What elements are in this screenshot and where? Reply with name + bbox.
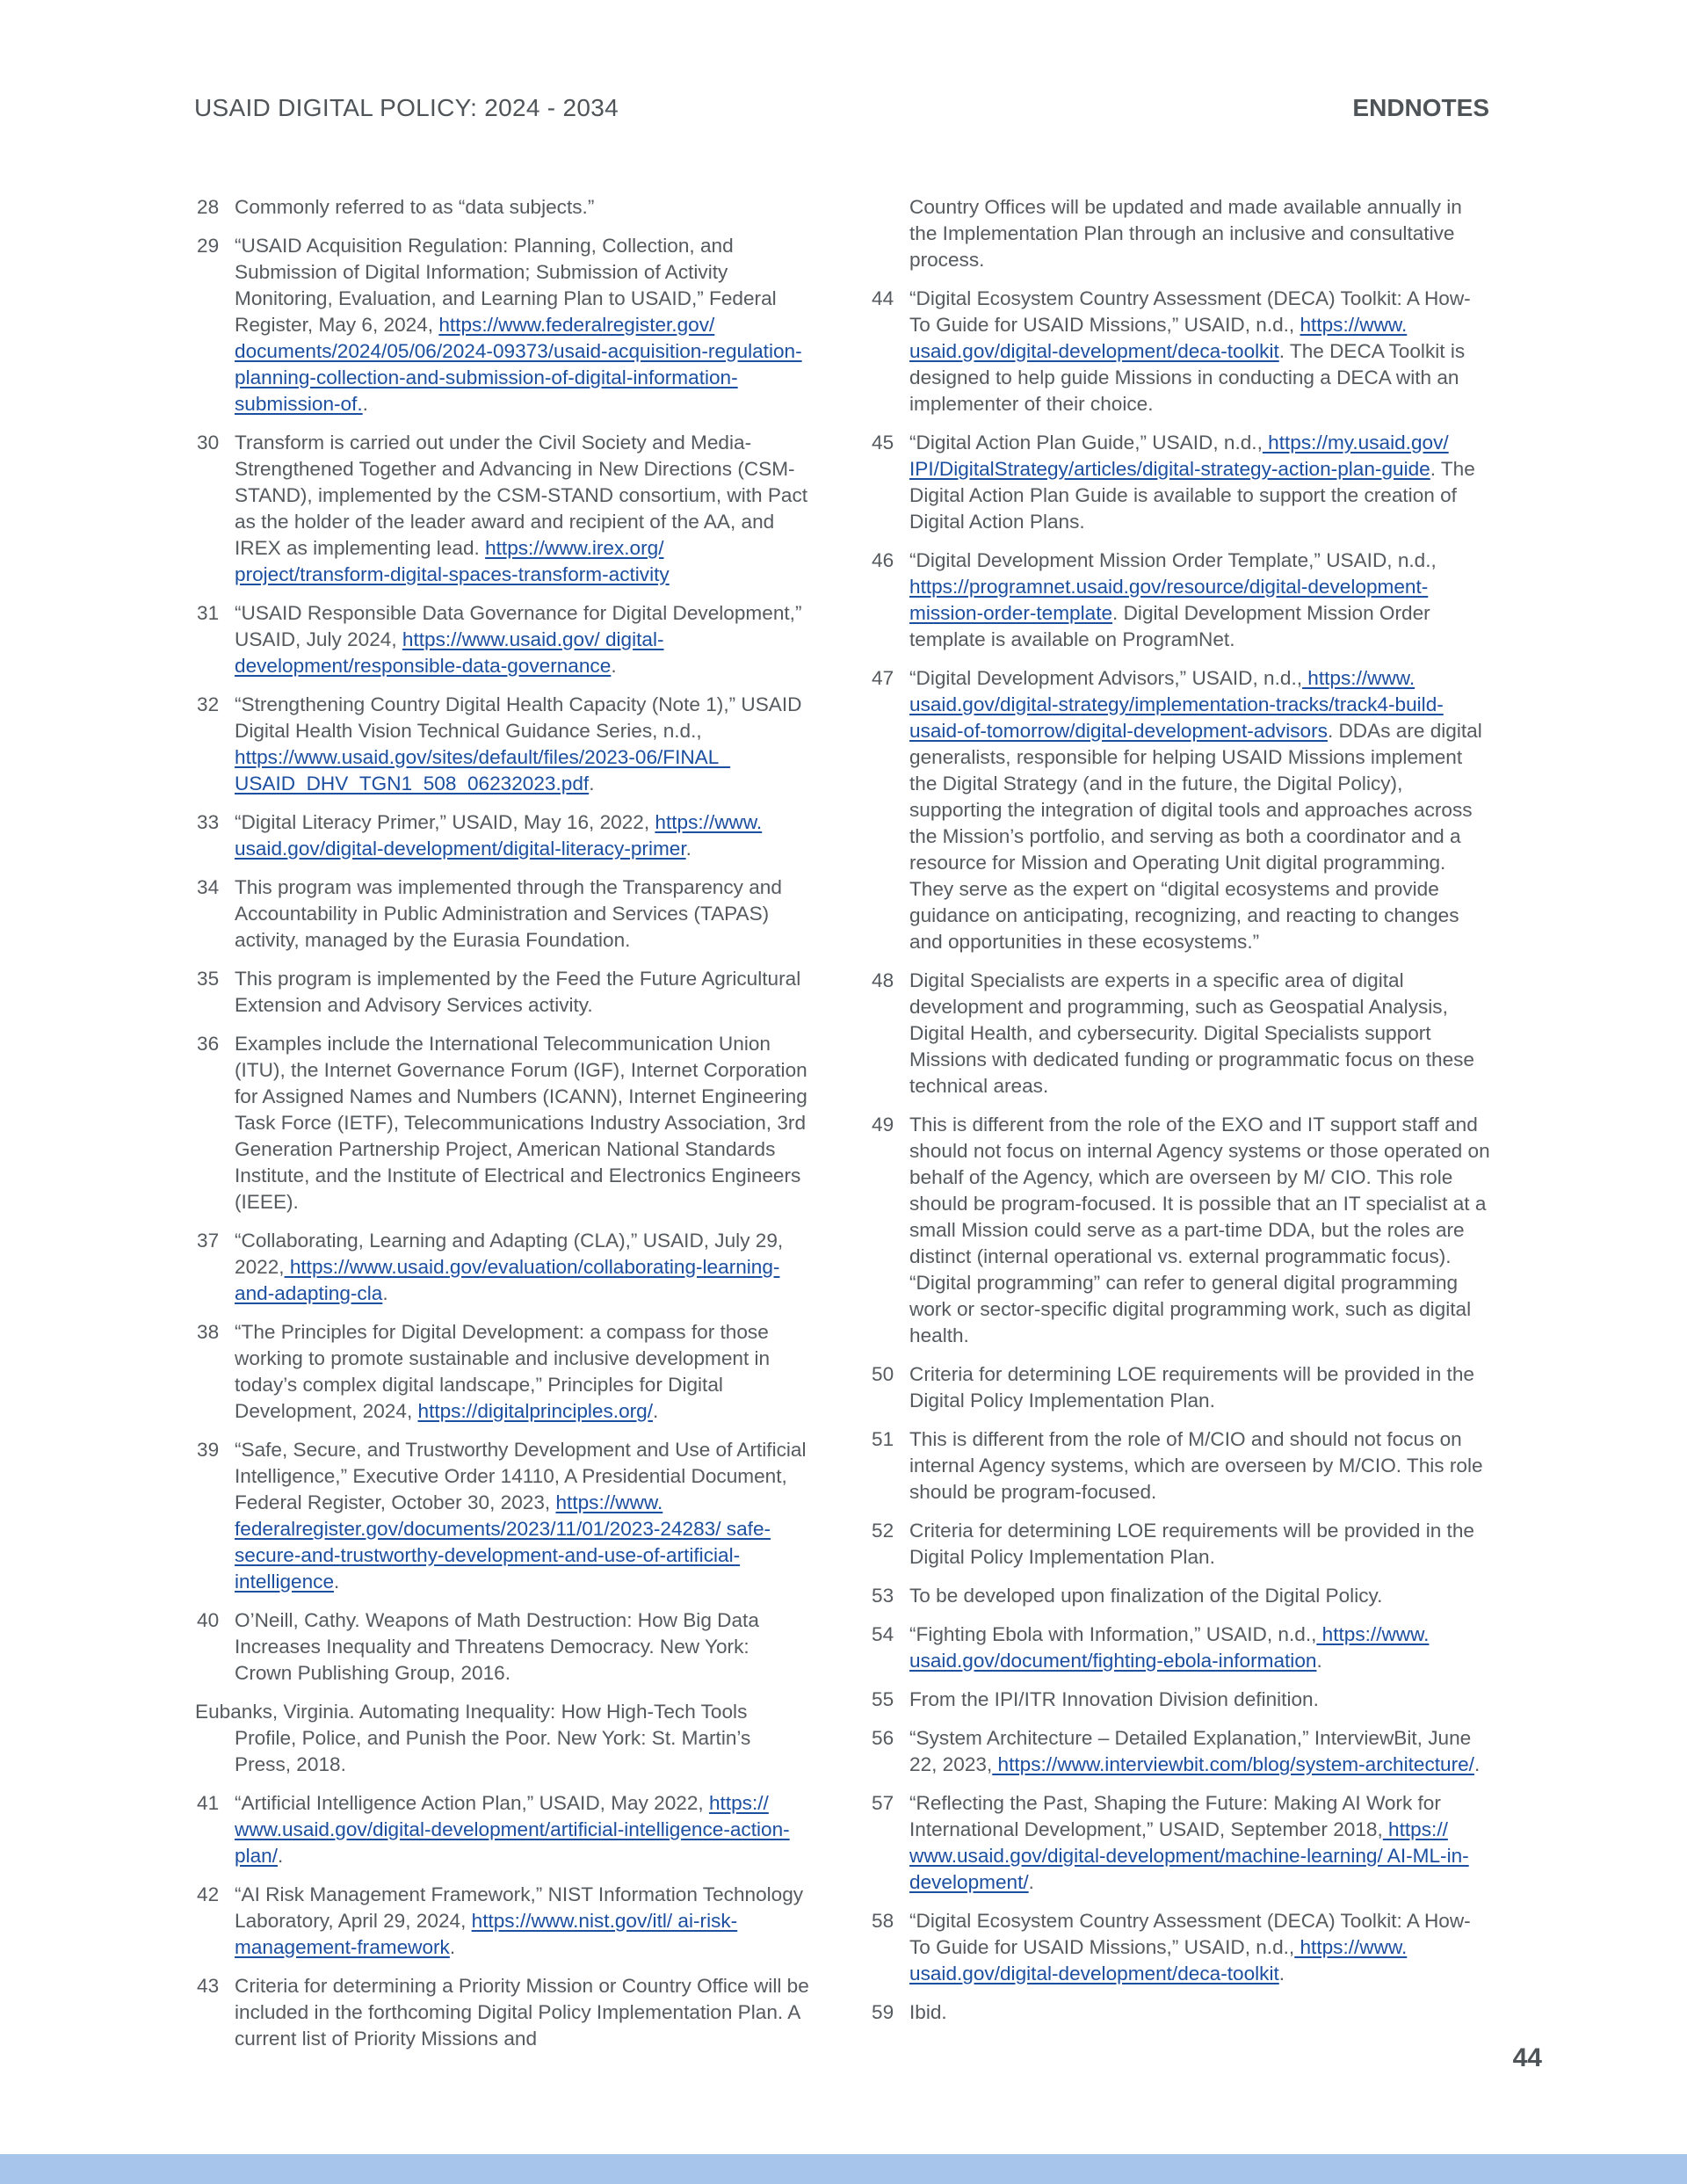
endnote-text: . <box>1028 1871 1034 1893</box>
endnote-number: 55 <box>872 1688 894 1710</box>
endnote-number: 59 <box>872 2001 894 2023</box>
endnote-text: . <box>1316 1650 1322 1672</box>
endnote-link[interactable]: https://www. usaid.gov/digital-development/deca-toolkit <box>909 1936 1408 1984</box>
document-title: USAID DIGITAL POLICY: 2024 - 2034 <box>194 94 619 121</box>
endnote <box>870 968 1490 1099</box>
endnote <box>870 1999 1490 2026</box>
endnote-text: This program was implemented through the Transparency and Accountability in Public Administration and Services (TAPAS) activity, managed by the Eurasia Foundation. <box>235 876 782 951</box>
endnote-text: . <box>334 1571 340 1593</box>
endnotes-right-column <box>870 194 1490 2038</box>
endnote <box>195 1031 810 1215</box>
endnote-text: . <box>611 655 617 677</box>
endnote-number: 37 <box>197 1230 220 1252</box>
endnote-text: Criteria for determining a Priority Mission or Country Office will be included in the forthcoming Digital Policy Implementation Plan. A current list of Priority Missions and <box>235 1975 809 2050</box>
endnote-number: 30 <box>197 432 220 453</box>
endnote-text: “Collaborating, Learning and Adapting (CLA),” USAID, July 29, 2022, <box>235 1230 784 1278</box>
endnote <box>870 1426 1490 1506</box>
endnote-text: . <box>1473 1753 1481 1775</box>
endnote-text: O’Neill, Cathy. Weapons of Math Destruction: How Big Data Increases Inequality and Threatens Democracy. New York: Crown Publishing Group, 2016. <box>235 1609 759 1684</box>
endnote-text: “Digital Ecosystem Country Assessment (DECA) Toolkit: A How-To Guide for USAID Missions,” USAID, n.d., <box>909 287 1471 336</box>
endnote-number: 56 <box>872 1727 894 1749</box>
endnote-text: “Fighting Ebola with Information,” USAID, n.d., <box>909 1623 1317 1645</box>
endnote-link[interactable]: https://www.interviewbit.com/blog/system-architecture/ <box>992 1753 1474 1775</box>
endnote-text: “Artificial Intelligence Action Plan,” USAID, May 2022, <box>235 1792 709 1814</box>
endnote-text: Criteria for determining LOE requirements will be provided in the Digital Policy Implementation Plan. <box>909 1363 1474 1411</box>
endnote-number: 48 <box>872 969 894 991</box>
endnote-text: This program is implemented by the Feed the Future Agricultural Extension and Advisory Services activity. <box>235 968 801 1016</box>
endnote-number: 49 <box>872 1114 894 1136</box>
endnote <box>870 1725 1490 1778</box>
endnote <box>870 1908 1490 1987</box>
endnote <box>195 1437 810 1595</box>
endnote-link[interactable]: https://www. usaid.gov/document/fighting-ebola-information <box>909 1623 1430 1672</box>
endnote-text: “Reflecting the Past, Shaping the Future: Making AI Work for International Development,” USAID, September 2018, <box>909 1792 1441 1840</box>
endnote <box>195 1319 810 1425</box>
endnote-number: 32 <box>197 693 220 715</box>
endnote-number: 45 <box>872 432 894 453</box>
endnote-number: 28 <box>197 196 220 218</box>
endnote-link[interactable]: https://www.usaid.gov/evaluation/collaborating-learning-and-adapting-cla <box>235 1256 780 1304</box>
endnote-text: . <box>1278 1963 1285 1984</box>
endnote <box>870 548 1490 653</box>
endnote-text: . <box>685 838 691 860</box>
endnote-text: “Digital Development Advisors,” USAID, n.d., <box>909 667 1303 689</box>
endnote-text: . Digital Development Mission Order template is available on ProgramNet. <box>909 602 1430 650</box>
endnote-link[interactable]: https://www. usaid.gov/digital-strategy/implementation-tracks/track4-build-usaid-of-tomorrow/digital-development-advisors <box>909 667 1444 742</box>
endnote-text: “USAID Responsible Data Governance for Digital Development,” USAID, July 2024, <box>235 602 802 650</box>
endnote-link[interactable]: https://www.federalregister.gov/ documents/2024/05/06/2024-09373/usaid-acquisition-regulation-planning-collection-and-submission-of-digital-information-submission-of. <box>235 314 802 415</box>
endnote <box>195 1973 810 2052</box>
endnote <box>195 600 810 679</box>
endnote <box>870 665 1490 955</box>
endnote-text: . DDAs are digital generalists, responsible for helping USAID Missions implement the Digital Strategy (and in the future, the Digital Policy), supporting the integration of digital tools and approaches across the Mission’s portfolio, and serving as both a coordinator and a resource for Mission and Operating Unit digital programming. They serve as the expert on “digital ecosystems and provide guidance on anticipating, recognizing, and reacting to changes and opportunities in these ecosystems.” <box>909 720 1482 953</box>
endnote-text: “Digital Development Mission Order Template,” USAID, n.d., <box>909 549 1437 571</box>
endnote-text: “Safe, Secure, and Trustworthy Development and Use of Artificial Intelligence,” Executive Order 14110, A Presidential Document, Federal Register, October 30, 2023, <box>235 1439 807 1513</box>
endnote <box>870 1790 1490 1896</box>
endnote-text: . <box>278 1845 284 1867</box>
endnote <box>870 1518 1490 1571</box>
endnote-text: Examples include the International Telecommunication Union (ITU), the Internet Governance Forum (IGF), Internet Corporation for Assigned Names and Numbers (ICANN), Internet Engineering Task Force (IETF), Telecommunications Industry Association, 3rd Generation Partnership Project, American National Standards Institute, and the Institute of Electrical and Electronics Engineers (IEEE). <box>235 1033 807 1213</box>
section-title: ENDNOTES <box>1352 94 1489 121</box>
endnote-number: 41 <box>197 1792 220 1814</box>
endnote <box>870 1112 1490 1349</box>
endnote-text: “System Architecture – Detailed Explanation,” InterviewBit, June 22, 2023, <box>909 1727 1472 1775</box>
page-number: 44 <box>1512 2043 1542 2072</box>
endnote-number: 43 <box>197 1975 220 1997</box>
endnote-text: Transform is carried out under the Civil Society and Media-Strengthened Together and Advancing in New Directions (CSM-STAND), implemented by the CSM-STAND consortium, with Pact as the holder of the leader award and recipient of the AA, and IREX as implementing lead. <box>235 432 808 559</box>
endnote <box>195 1607 810 1687</box>
endnote-text: Commonly referred to as “data subjects.” <box>235 196 595 218</box>
endnote-number: 54 <box>872 1623 894 1645</box>
endnote-number: 38 <box>197 1321 220 1343</box>
endnote-link[interactable]: https://digitalprinciples.org/ <box>417 1400 653 1422</box>
endnote <box>195 1790 810 1869</box>
endnote-number: 40 <box>197 1609 220 1631</box>
endnote-link[interactable]: https://www.irex.org/ project/transform-digital-spaces-transform-activity <box>235 537 670 585</box>
endnote-number: 50 <box>872 1363 894 1385</box>
endnotes-left-column <box>195 194 810 2064</box>
endnote-text: “Digital Action Plan Guide,” USAID, n.d., <box>909 432 1263 453</box>
endnote-number: 52 <box>872 1520 894 1542</box>
endnote <box>195 874 810 954</box>
endnote-text: “Digital Ecosystem Country Assessment (DECA) Toolkit: A How-To Guide for USAID Missions,” USAID, n.d., <box>909 1910 1471 1958</box>
endnote-text: From the IPI/ITR Innovation Division definition. <box>909 1688 1319 1710</box>
endnote-text: This is different from the role of the EXO and IT support staff and should not focus on internal Agency systems or those operated on behalf of the Agency, which are overseen by M/ CIO. This role should be program-focused. It is possible that an IT specialist at a small Mission could serve as a part-time DDA, but the roles are distinct (internal operational vs. external programmatic focus). “Digital programming” can refer to general digital programming work or sector-specific digital programming work, such as digital health. <box>909 1114 1490 1346</box>
endnote-text: Ibid. <box>909 2001 947 2023</box>
endnote-link[interactable]: https:// www.usaid.gov/digital-development/machine-learning/ AI-ML-in-development/ <box>909 1818 1469 1893</box>
endnote-text: . <box>382 1282 388 1304</box>
endnote-number: 53 <box>872 1585 894 1607</box>
endnote-number: 51 <box>872 1428 894 1450</box>
endnote-link[interactable]: https://www. usaid.gov/digital-development/deca-toolkit <box>909 314 1408 362</box>
endnote <box>870 1622 1490 1674</box>
endnote-text: . The Digital Action Plan Guide is available to support the creation of Digital Action Plans. <box>909 458 1475 533</box>
endnote <box>195 233 810 417</box>
endnote-text: . <box>362 393 368 415</box>
endnote-text: Digital Specialists are experts in a specific area of digital development and programming, such as Geospatial Analysis, Digital Health, and cybersecurity. Digital Specialists support Missions with dedicated funding or programmatic focus on these technical areas. <box>909 969 1474 1097</box>
endnote-number: 31 <box>197 602 220 624</box>
endnote-text: “The Principles for Digital Development: a compass for those working to promote sustainable and inclusive development in today’s complex digital landscape,” Principles for Digital Development, 2024, <box>235 1321 771 1422</box>
endnote-number: 47 <box>872 667 894 689</box>
endnote <box>195 809 810 862</box>
endnote-number: 42 <box>197 1883 220 1905</box>
endnote-number: 39 <box>197 1439 220 1461</box>
endnote <box>195 1882 810 1961</box>
endnote-number: 44 <box>872 287 894 309</box>
endnote-text: . <box>449 1936 456 1958</box>
endnote <box>195 1228 810 1307</box>
endnote-text: “AI Risk Management Framework,” NIST Information Technology Laboratory, April 29, 2024, <box>235 1883 804 1932</box>
endnote-text: Criteria for determining LOE requirements will be provided in the Digital Policy Implementation Plan. <box>909 1520 1474 1568</box>
endnote-number: 58 <box>872 1910 894 1932</box>
endnote-link[interactable]: https://programnet.usaid.gov/resource/digital-development-mission-order-template <box>909 576 1429 624</box>
endnote-link[interactable]: https://my.usaid.gov/ IPI/DigitalStrategy/articles/digital-strategy-action-plan-guide <box>909 432 1449 480</box>
endnote <box>195 430 810 588</box>
endnote-link[interactable]: https://www.nist.gov/itl/ ai-risk-management-framework <box>235 1910 738 1958</box>
endnote-number: 33 <box>197 811 220 833</box>
endnote-number: 34 <box>197 876 220 898</box>
endnote-link[interactable]: https://www. usaid.gov/digital-development/digital-literacy-primer <box>235 811 763 860</box>
endnote <box>870 430 1490 535</box>
endnote-link[interactable]: https://www. federalregister.gov/documents/2023/11/01/2023-24283/ safe-secure-and-trustworthy-development-and-use-of-artificial-intelligence <box>235 1491 771 1593</box>
endnote <box>195 692 810 797</box>
endnote <box>870 1583 1490 1609</box>
endnote-text: This is different from the role of M/CIO and should not focus on internal Agency systems, which are overseen by M/CIO. This role should be program-focused. <box>909 1428 1483 1503</box>
endnote-text: . The DECA Toolkit is designed to help guide Missions in conducting a DECA with an implementer of their choice. <box>909 340 1466 415</box>
endnote-link[interactable]: https://www.usaid.gov/sites/default/files/2023-06/FINAL_ USAID_DHV_TGN1_508_06232023.pdf <box>235 746 730 795</box>
endnote-text: Eubanks, Virginia. Automating Inequality: How High-Tech Tools Profile, Police, and Punish the Poor. New York: St. Martin’s Press, 2018. <box>195 1701 751 1775</box>
endnote <box>870 1361 1490 1414</box>
endnote-text: “USAID Acquisition Regulation: Planning, Collection, and Submission of Digital Information; Submission of Activity Monitoring, Evaluation, and Learning Plan to USAID,” Federal Register, May 6, 2024, <box>235 235 777 336</box>
endnote-text: . <box>653 1400 659 1422</box>
endnote-link[interactable]: https://www.usaid.gov/ digital-development/responsible-data-governance <box>235 628 664 677</box>
endnote <box>195 194 810 221</box>
endnote <box>195 966 810 1019</box>
endnote-number: 46 <box>872 549 894 571</box>
endnote <box>870 286 1490 417</box>
endnote <box>195 1699 810 1778</box>
endnote <box>870 1687 1490 1713</box>
endnote-text: To be developed upon finalization of the Digital Policy. <box>909 1585 1383 1607</box>
endnote-text: Country Offices will be updated and made available annually in the Implementation Plan through an inclusive and consultative process. <box>909 196 1462 271</box>
endnote-text: “Strengthening Country Digital Health Capacity (Note 1),” USAID Digital Health Vision Technical Guidance Series, n.d., <box>235 693 802 742</box>
endnote <box>870 194 1490 273</box>
endnote-text: “Digital Literacy Primer,” USAID, May 16, 2022, <box>235 811 655 833</box>
endnote-number: 29 <box>197 235 220 257</box>
footer-band <box>0 2154 1687 2184</box>
endnote-number: 57 <box>872 1792 894 1814</box>
endnote-number: 36 <box>197 1033 220 1055</box>
endnote-text: . <box>589 773 595 795</box>
endnote-link[interactable]: https:// www.usaid.gov/digital-development/artificial-intelligence-action-plan/ <box>235 1792 790 1867</box>
endnote-number: 35 <box>197 968 220 990</box>
